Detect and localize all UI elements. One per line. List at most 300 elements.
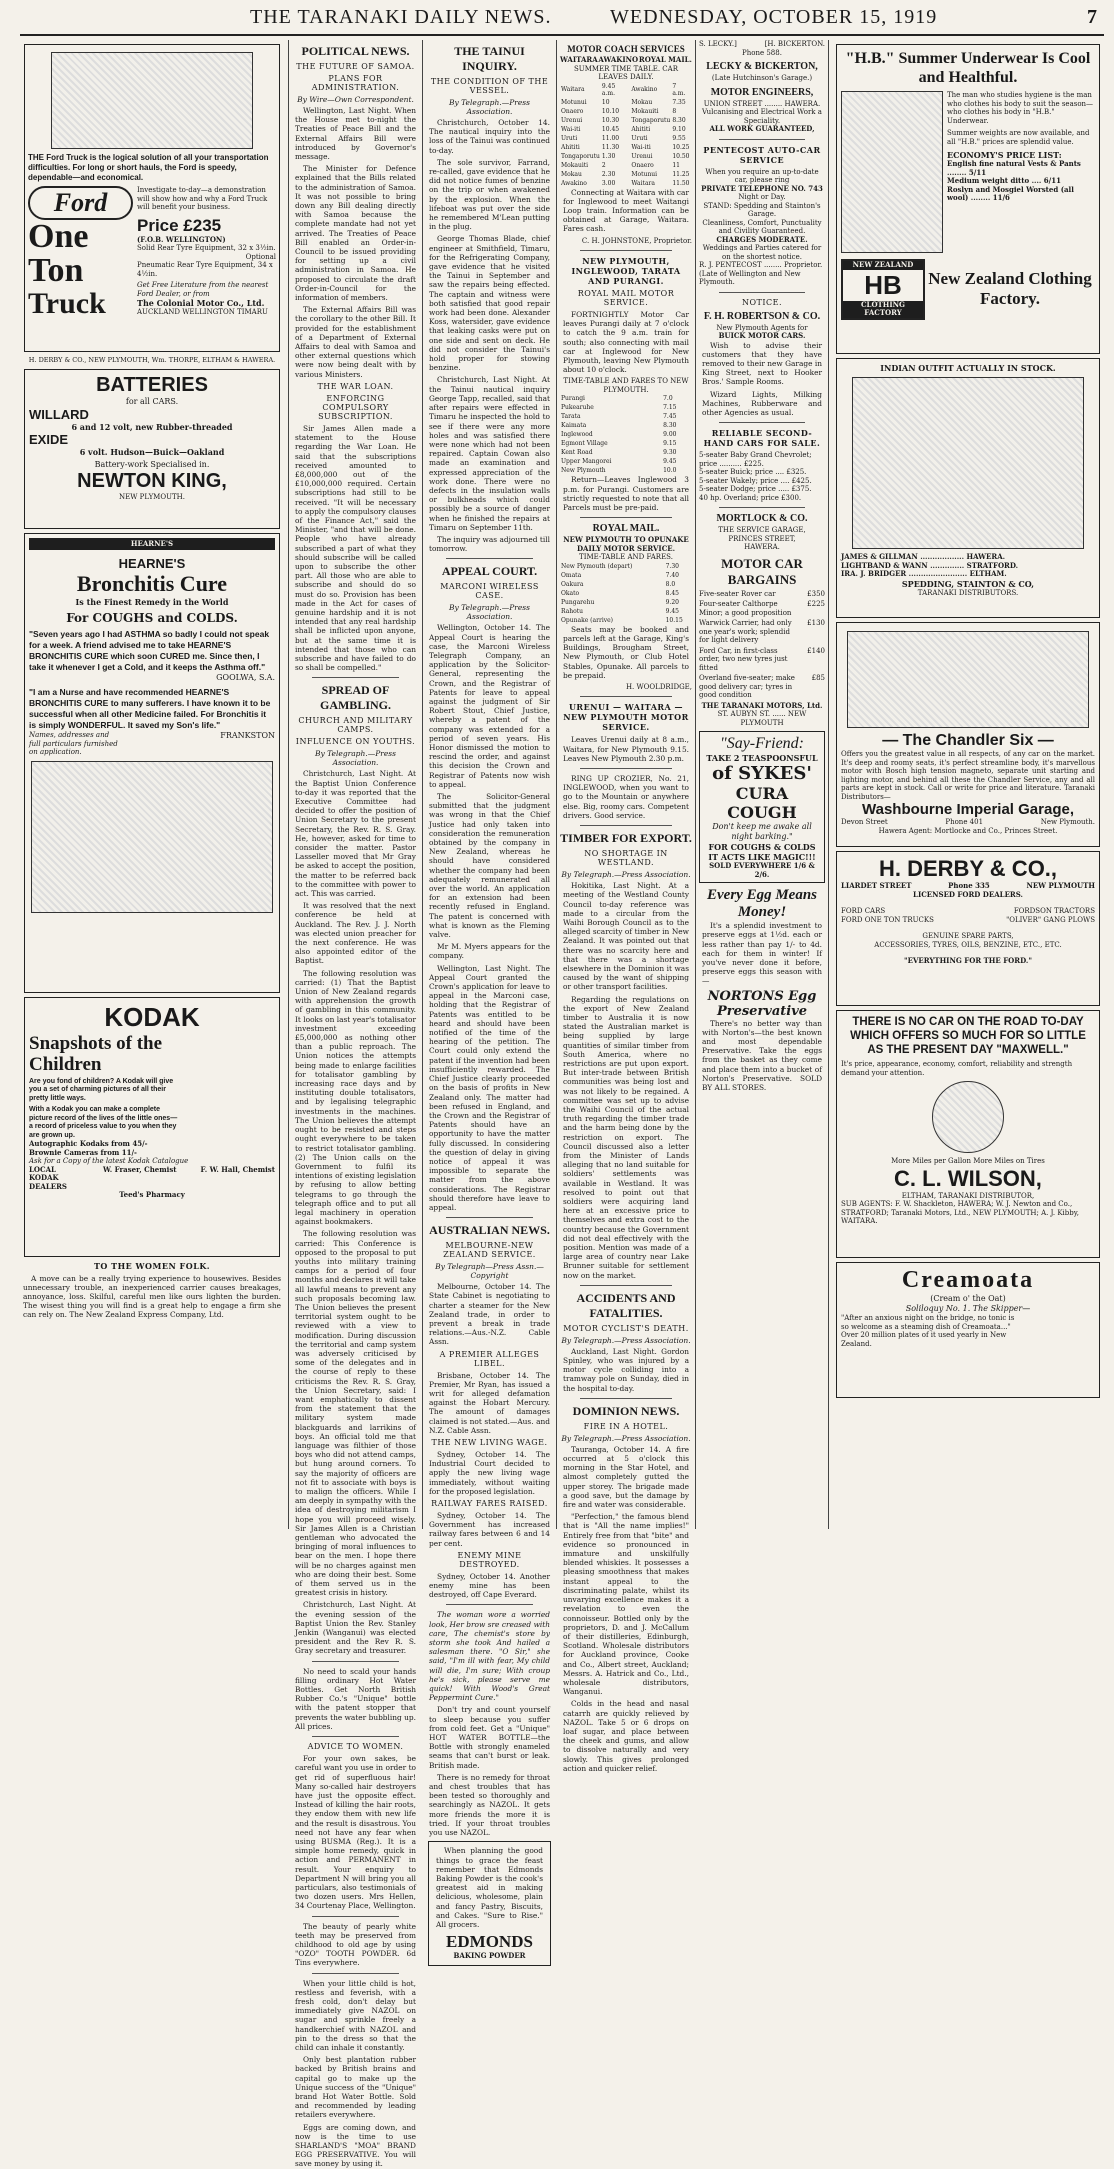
private-tel: PRIVATE TELEPHONE NO. 743 xyxy=(701,183,823,193)
derby-title: H. DERBY & CO., xyxy=(878,856,1058,881)
youths-sub: INFLUENCE ON YOUTHS. xyxy=(295,737,416,747)
article-paragraph: "Perfection," the famous blend that is "All the name implies!" Entirely free from that "bite" and evidence so pronounced in immature and unskilfully blended whiskies. It possesses a pleasing smoothness that makes instant appeal to the discriminating palate, whilst its unvarying excellence makes it a revelation to even the connoisseur. Bottled only by the proprietors, D. and J. McCallum of their distilleries, Edinburgh, Scotland. Wholesale distributors for Auckland province, Cooke and Co., Albert street, Auckland; Messrs. A. Hatrick and Co., Ltd., wholesale distributors, Wanganui. xyxy=(563,1512,689,1697)
advice-sub: ADVICE TO WOMEN. xyxy=(307,1742,404,1752)
batteries-ad xyxy=(24,369,280,529)
sykes: of SYKES' xyxy=(712,763,812,785)
new-plymouth: New Plymouth. xyxy=(1040,818,1095,826)
timetable-cell: 10.30 xyxy=(601,116,620,124)
taranaki-motors: THE TARANAKI MOTORS, Ltd. xyxy=(701,700,823,710)
article-paragraph: Wellington, Last Night. When the House met to-night the Treaties of Peace Bill and the External Affairs Bill were introduced by Governor's message. xyxy=(295,106,416,162)
spare-parts: GENUINE SPARE PARTS, xyxy=(922,932,1014,940)
article-paragraph: The inquiry was adjourned till tomorrow. xyxy=(429,534,550,554)
timetable-cell: Awakino xyxy=(561,179,587,187)
timetable-row xyxy=(560,589,692,598)
timber-sub: NO SHORTAGE IN WESTLAND. xyxy=(584,849,668,868)
article-paragraph: Tauranga, October 14. A fire occurred at 5 o'clock this morning in the Star Hotel, and almost completely gutted the upper storey. The brigade made a good save, but the damage by fire and water was considerable. xyxy=(563,1444,689,1510)
timetable-row xyxy=(560,161,692,170)
nz-clothing: New Zealand Clothing Factory. xyxy=(928,269,1092,309)
kodak-dealer-2: F. W. Hall, Chemist xyxy=(200,1164,275,1174)
ford-invest: Investigate to-day—a demonstration will show how and why a Ford Truck will benefit your business. xyxy=(137,186,268,211)
royal-mail: ROYAL MAIL. xyxy=(638,55,692,64)
hearnes-cure: Bronchitis Cure xyxy=(76,571,228,596)
timetable-row xyxy=(560,448,692,457)
timetable-cell: 7.45 xyxy=(663,413,677,421)
ford-solid: Solid Rear Tyre Equipment, 32 x 3½in. xyxy=(137,244,276,252)
car-item: 5-seater Dodge; price ..... £375. xyxy=(699,485,812,494)
article-paragraph: The beauty of pearly white teeth may be preserved from childhood to old age by using "OZO" TOOTH POWDER. 6d Tins everywhere. xyxy=(295,1921,416,1968)
timetable-cell: Inglewood xyxy=(561,431,593,439)
timetable-cell: Awakino xyxy=(631,86,658,93)
timetable-row xyxy=(560,82,692,98)
bargain-item: Four-seater Calthorpe Minor; a good proposition £225 xyxy=(699,600,825,617)
more-miles: More Miles per Gallon More Miles on Tires xyxy=(891,1157,1045,1165)
timetable-cell: 9.10 xyxy=(672,125,686,133)
hb-title: "H.B." Summer Underwear Is Cool and Healthful. xyxy=(845,50,1091,86)
say-friend: "Say-Friend: xyxy=(719,735,805,753)
ford-lead: THE Ford Truck is the logical solution of all your transportation difficulties. For long or short hauls, the Ford is speedy, dependable—and economical. xyxy=(28,153,269,182)
church-sub: CHURCH AND MILITARY CAMPS. xyxy=(298,716,413,735)
kodak-dealer-1: W. Fraser, Chemist xyxy=(102,1164,177,1174)
everything: "EVERYTHING FOR THE FORD." xyxy=(904,956,1032,965)
column-4 xyxy=(560,40,692,1773)
hearnes-illustration xyxy=(31,761,273,913)
fares-sub: RAILWAY FARES RAISED. xyxy=(431,1499,548,1508)
chandler-text: Offers you the greatest value in all respects, of any car on the market. It's deep and roomy seats, it's perfect streamline body, it's marvellous motor with Bosch high tension magneto, separate unit starting and lighting motor, and behind all these the Chandler Service, any and all parts are kept in stock. Call or write for price and literature. Taranaki Distributors— xyxy=(841,750,1095,801)
hearnes-sig-1: GOOLWA, S.A. xyxy=(216,673,275,682)
chandler-car xyxy=(847,631,1089,728)
stand: STAND: Spedding and Stainton's Garage. xyxy=(703,201,821,218)
women-head: TO THE WOMEN FOLK. xyxy=(93,1260,211,1271)
timetable-cell: Mokauiti xyxy=(631,107,659,115)
hearnes-brand: HEARNE'S xyxy=(118,556,186,571)
timetable-cell: Omata xyxy=(561,571,582,579)
timetable-row xyxy=(560,152,692,161)
timetable-row xyxy=(560,616,692,625)
buick-text: Wish to advise their customers that they have removed to their new Garage in King Street, next to Hooker Bros.' Sample Rooms. xyxy=(702,340,822,387)
kodak-ad xyxy=(24,997,280,1257)
timetable-row xyxy=(560,116,692,125)
clean: Cleanliness, Comfort, Punctuality and Civility Guaranteed. xyxy=(702,218,822,235)
ira-bridger: IRA. J. BRIDGER ........................ ELTHAM. xyxy=(841,569,1007,578)
np-agents: New Plymouth Agents for xyxy=(716,323,808,332)
timetable-cell: Pukearuhe xyxy=(561,404,594,412)
timetable-cell: 2 xyxy=(601,161,606,169)
nz-logo: NEW ZEALAND xyxy=(843,261,923,270)
byline-2: By Telegraph.—Press Association. xyxy=(315,749,396,768)
hearnes-banner: HEARNE'S xyxy=(29,538,275,551)
timetable-cell: Ahititi xyxy=(561,143,580,151)
article-paragraph: Melbourne, October 14. The State Cabinet is negotiating to charter a steamer for the New Zealand trade, in order to prevent a break in trade relations.—Aus.-N.Z. Cable Assn. xyxy=(429,1282,550,1347)
sub-agents: SUB AGENTS: F. W. Shackleton, HAWERA; W. J. Newton and Co., STRATFORD; Taranaki Motors, Ltd., NEW PLYMOUTH; A. J. Kibby, WAITARA. xyxy=(841,1200,1080,1225)
timetable-cell: 9.55 xyxy=(672,134,686,142)
reliable: RELIABLE SECOND-HAND CARS FOR SALE. xyxy=(703,428,821,449)
hearnes-names: Names, addresses and full particulars furnished on application. xyxy=(29,731,118,756)
connecting: Connecting at Waitara with car for Inglewood to meet Waitangi Loop train. Information can be obtained at Garage, Waitara. Fares cash. xyxy=(563,187,689,234)
page-number: 7 xyxy=(1087,6,1098,28)
james-gillman: JAMES & GILLMAN .................. HAWERA. xyxy=(841,552,1006,561)
kodak-dealer-3: Teed's Pharmacy xyxy=(119,1190,185,1199)
willard-brand: WILLARD xyxy=(29,406,89,422)
timetable-cell: 9.45 xyxy=(665,607,679,615)
article-paragraph: Only best plantation rubber backed by British brains and capital go to make up the Unique success of the "Unique" brand Hot Water Bottle. Sold and recommended by leading retailers everywhere. xyxy=(295,2055,416,2120)
devon-st: Devon Street xyxy=(841,818,888,826)
car-item: 40 hp. Overland; price £300. xyxy=(699,493,802,502)
masthead-title: THE TARANAKI DAILY NEWS. xyxy=(250,6,552,28)
timetable-cell: 7.35 xyxy=(672,98,686,106)
hearnes-for: For COUGHS and COLDS. xyxy=(66,611,238,625)
baking-powder: BAKING POWDER xyxy=(453,1951,526,1961)
egg-text: It's a splendid investment to preserve eggs at 1½d. each or less rather than pay 1/- to 4d. each for them in winter! If you've never done it before, preserve eggs this season with— xyxy=(702,921,822,986)
vulcanising: Vulcanising and Electrical Work a Speciality. xyxy=(702,108,822,125)
timetable-row xyxy=(560,571,692,580)
battery-spec: Battery-work Specialised in. xyxy=(94,459,210,469)
timetable-cell: 10.15 xyxy=(665,616,683,624)
marconi-sub: MARCONI WIRELESS CASE. xyxy=(440,582,539,601)
kodak-local: LOCAL KODAK DEALERS xyxy=(29,1164,67,1191)
timetable-cell: Tongaporutu xyxy=(561,152,600,160)
price-1: English fine natural Vests & Pants ........ 5/11 xyxy=(947,159,1081,177)
accessories: ACCESSORIES, TYRES, OILS, BENZINE, ETC., ETC. xyxy=(874,940,1062,949)
service-garage: THE SERVICE GARAGE, xyxy=(718,526,806,535)
kodak-ask: Ask for a Copy of the latest Kodak Catalogue xyxy=(29,1157,189,1165)
timetable-cell: 11.50 xyxy=(672,179,690,187)
chandler-ad xyxy=(836,622,1100,847)
kodak-t1: Are you fond of children? A Kodak will give you a set of charming pictures of all their pretty little ways. xyxy=(29,1077,174,1102)
maxwell-logo xyxy=(932,1081,1004,1153)
nortons-text: There's no better way than with Norton's—the best known and most dependable Preservative. Take the eggs from the basket as they come and place them into a bucket of Norton's Preservative. SOLD BY ALL STORES. xyxy=(702,1018,822,1092)
timetable-cell: Uruti xyxy=(631,134,648,142)
np-2: NEW PLYMOUTH xyxy=(1026,881,1095,890)
fire-sub: FIRE IN A HOTEL. xyxy=(583,1421,669,1431)
accidents-head: ACCIDENTS AND FATALITIES. xyxy=(576,1290,676,1320)
timetable-cell: Waitara xyxy=(631,179,655,187)
timetable-cell: 10.25 xyxy=(672,143,690,151)
ford-dealers: H. DERBY & CO., NEW PLYMOUTH, Wm. THORPE, ELTHAM & HAWERA. xyxy=(28,356,276,364)
article-paragraph: Christchurch, October 14. The nautical inquiry into the loss of the Tainui was continued to-day. xyxy=(429,118,550,155)
cf-logo: CLOTHING FACTORY xyxy=(843,301,923,318)
timetable-row xyxy=(560,562,692,571)
price-2: Medium weight ditto .... 6/11 xyxy=(947,176,1061,185)
timetable-cell: Tongaporutu xyxy=(631,116,671,124)
women-text: A move can be a really trying experience to housewives. Besides unnecessary trouble, an inexperienced carrier causes breakages, annoyance, loss. Skilful, careful men like ours lighten the burden. The wisest thing you will find is a great help to engage a firm she can rely on. The New Zealand Express Company, Ltd. xyxy=(23,1273,281,1320)
rmms: ROYAL MAIL MOTOR SERVICE. xyxy=(577,289,675,308)
peppermint-poem: The woman wore a worried look, Her brow sre creased with care, The chemist's store by storm she took And hailed a salesman there. "O Sir," she said, "I'm ill with fear, My child will die, I'm sure; With croup he's sick, please serve me quick! With Wood's Great Peppermint Cure." xyxy=(429,1610,550,1703)
byline-1: By Wire—Own Correspondent. xyxy=(297,95,414,104)
hearnes-quote-2: "I am a Nurse and have recommended HEARNE'S BRONCHITIS CURE to many sufferers. I have known it to be successful when all other Medicine failed. For Bronchitis it is simply WONDERFUL. It saved my Son's life." xyxy=(29,687,271,730)
ford-lit: Get Free Literature from the nearest Ford Dealer, or from xyxy=(137,281,269,298)
hb-ad xyxy=(836,44,1100,354)
ford-cars: FORD CARS xyxy=(841,907,886,915)
lecky-bickerton: LECKY & BICKERTON, xyxy=(706,61,818,72)
byline: By Telegraph—Press Assn.—Copyright xyxy=(435,1262,544,1281)
bargain-item: Five-seater Rover car £350 xyxy=(699,589,825,598)
eltham: ELTHAM, TARANAKI DISTRIBUTOR, xyxy=(901,1191,1035,1200)
timetable-row xyxy=(560,607,692,616)
timetable-cell: Rahotu xyxy=(561,607,583,615)
pentecost-text: When you require an up-to-date car, please ring xyxy=(705,167,819,184)
timetable-2 xyxy=(560,394,692,475)
timetable-row xyxy=(560,439,692,448)
kodak-snap: Snapshots of the Children xyxy=(29,1032,163,1075)
lightband: LIGHTBAND & WANN .............. STRATFORD. xyxy=(841,560,1019,570)
urenui-text: Leaves Urenui daily at 8 a.m., Waitara, for New Plymouth 9.15. Leaves New Plymouth 2.30 p.m. xyxy=(563,735,689,763)
timetable-cell: 11.25 xyxy=(672,170,690,178)
article-paragraph: The following resolution was carried: (1) That the Baptist Union of New Zealand regards with apprehension the growth of gambling in this community. It looks on last year's totalisator investment exceeding £5,000,000 as nothing other than a public reproach. The Union notices the attempts being made to enlarge facilities for totalisator gambling by increasing race days and by instituting double totalisators, and by legalising telegraphic investments in the machines. The Union believes the attempt ought to be resisted and steps ought everywhere to be taken to restrict totalisator gambling. (2) The Union calls on the Government to fulfil its intentions of existing legislation by refusing to allow betting telegrams to go through the telegraph office and to put all legal machinery in operation against bookmakers. xyxy=(295,968,416,1227)
creamoata-text: "After an anxious night on the bridge, no tonic is so welcome as a steaming dish of Creamoata..." Over 20 million plates of it used yearly in New Zealand. xyxy=(841,1314,1015,1348)
byline: By Telegraph.—Press Association. xyxy=(561,870,691,880)
byline: By Telegraph.—Press Association. xyxy=(449,98,530,116)
timetable-cell: 9.30 xyxy=(663,449,677,457)
article-paragraph: Brisbane, October 14. The Premier, Mr Ryan, has issued a writ for alleged defamation against the Hobart Mercury. The amount of damages claimed is not stated.—Aus. and N.Z. Cable Assn. xyxy=(429,1370,550,1435)
timetable-cell: 10.0 xyxy=(663,467,677,475)
truck-text: Truck xyxy=(28,287,106,320)
wage-sub: THE NEW LIVING WAGE. xyxy=(431,1437,548,1447)
timetable-row xyxy=(560,412,692,421)
sold-everywhere: SOLD EVERYWHERE 1/6 & 2/6. xyxy=(709,861,815,879)
union-st: UNION STREET ........ HAWERA. xyxy=(703,99,821,108)
column-5 xyxy=(699,40,825,1529)
article-paragraph: Regarding the regulations on the export of New Zealand timber to Australia it is now stated the Australian market is being supplied by large quantities of similar timber from South America, where no restrictions are put upon export. But inter-trade between British communities was being lost and was not likely to be regained. A committee was set up to advise the Waihi Council of the actual truth regarding the timber trade and the harm being done by the restriction on export. The Council discussed also a letter from the Minister of Lands alleging that no land suitable for soldiers' settlements was available in Westland. It was resolved to point out that soldiers were acquiring land here at an excessive price to themselves and extra cost to the country because the Government did not deal effectively with the position. Mention was made of a large area of country near Lake Brunner suitable for settlement now on the market. xyxy=(563,994,689,1280)
timetable-cell: 8 xyxy=(672,107,677,115)
melbourne-sub: MELBOURNE-NEW ZEALAND SERVICE. xyxy=(443,1241,536,1260)
ford-cities: AUCKLAND WELLINGTON TIMARU xyxy=(137,308,268,316)
timetable-cell: 7.15 xyxy=(663,404,677,412)
ford-co: The Colonial Motor Co., Ltd. xyxy=(137,298,265,308)
dominion-head: DOMINION NEWS. xyxy=(572,1403,680,1418)
charges: CHARGES MODERATE. xyxy=(716,234,808,244)
fortnightly: FORTNIGHTLY Motor Car leaves Purangi daily at 7 o'clock to catch the 9 a.m. train for south; also connecting with mail car at Inglewood for New Plymouth, leaving New Plymouth about 10 o'clock. xyxy=(563,310,689,375)
article-paragraph: Sydney, October 14. The Government has increased railway fares between 6 and 14 per cent. xyxy=(429,1511,550,1548)
kodak-t2: With a Kodak you can make a complete picture record of the lives of the little ones—a record of priceless value to you when they are grown up. xyxy=(29,1106,178,1139)
hearnes-finest: Is the Finest Remedy in the World xyxy=(75,597,229,607)
timetable-cell: 7.30 xyxy=(665,562,679,570)
timetable-row xyxy=(560,403,692,412)
timetable-cell: 7.0 xyxy=(663,395,673,403)
oliver: "OLIVER" GANG PLOWS xyxy=(1006,915,1095,924)
ford-fob: (F.O.B. WELLINGTON) xyxy=(137,234,226,244)
bickerton-name: [H. BICKERTON. xyxy=(764,40,825,48)
timetable-cell: Upper Mangorei xyxy=(561,458,612,466)
timetable-row xyxy=(560,580,692,589)
indian-title: INDIAN OUTFIT ACTUALLY IN STOCK. xyxy=(880,363,1056,373)
article-paragraph: When your little child is hot, restless and feverish, with a fresh cold, don't delay but immediately give NAZOL on sugar and sprinkle freely a handkerchief with NAZOL and pin to the dress so that the child can inhale it constantly. xyxy=(295,1978,416,2052)
column-1 xyxy=(20,40,284,1529)
indian-motorcycle xyxy=(852,377,1084,549)
car-item: 5-seater Wakely; price .... £425. xyxy=(699,476,812,485)
timetable-cell: 1.30 xyxy=(601,152,616,160)
timetable-cell: 11.00 xyxy=(601,134,620,142)
article-paragraph: No need to scald your hands filling ordinary Hot Water Bottles. Get North British Rubber Co.'s "Unique" bottle with the patent stopper that prevents the water bubbling up. All prices. xyxy=(295,1666,416,1731)
timetable-3 xyxy=(560,562,692,625)
maxwell-ad xyxy=(836,1010,1100,1258)
liardet: LIARDET STREET xyxy=(841,881,912,890)
timetable-cell: Purangi xyxy=(561,395,585,403)
motor-engineers: MOTOR ENGINEERS, xyxy=(710,86,814,98)
sykes-ad xyxy=(699,731,825,883)
car-item: 5-seater Buick; price .... £325. xyxy=(699,468,807,477)
timetable-cell: Motunui xyxy=(631,170,658,178)
plans-sub: PLANS FOR ADMINISTRATION. xyxy=(311,74,400,92)
article-paragraph: Christchurch, Last Night. At the Baptist Union Conference to-day it was reported that the Executive Committee had decided to offer the position of Union Secretary to the present Secretary, the Rev. R. S. Gray. He, however, asked for time to consider the matter. Pastor Lasseller moved that Mr Gray be asked to accept the position, the matter to be referred back to the committee with power to act. This was carried. xyxy=(295,769,416,899)
bargains-list xyxy=(699,590,825,700)
timetable-row xyxy=(560,125,692,134)
chandler-title: — The Chandler Six — xyxy=(882,732,1054,749)
wizard: Wizard Lights, Milking Machines, Rubberware and other Agencies as usual. xyxy=(702,389,822,417)
timetable-cell: 10.10 xyxy=(601,107,620,115)
batteries-sub: for all CARS. xyxy=(125,396,179,406)
mortlock: MORTLOCK & CO. xyxy=(716,513,808,525)
timetable-cell: Pungarehu xyxy=(561,598,595,606)
article-paragraph: Wellington, Last Night. The Appeal Court granted the Crown's application for leave to appeal in the Marconi case, holding that the Registrar of Patents was entitled to be heard and should have been notified of the time of the hearing of the petition. The Court could only extend the patent if the invention had been insufficiently rewarded. The Chief Justice clearly proceeded on the basis of profits in New Zealand only. The matter had been refused in England, and the Crown and the Registrar of Patents should have an opportunity to have the matter fully discussed. In considering the question of delay in giving notice of appeal it was impossible to separate the matter from the above considerations. The Registrar should therefore have leave to appeal. xyxy=(429,963,550,1212)
ford-truck-illustration xyxy=(51,52,253,149)
timetable-cell: Urenui xyxy=(631,152,653,160)
phone-335: Phone 335 xyxy=(948,881,990,890)
batteries-title: BATTERIES xyxy=(96,373,208,396)
urenui: URENUI — WAITARA — NEW PLYMOUTH MOTOR SERVICE. xyxy=(563,702,689,733)
ring-crozier: RING UP CROZIER, No. 21, INGLEWOOD, when you want to go to the Mountain or anywhere else. Big, roomy cars. Competent drivers. Good service. xyxy=(563,774,689,820)
princes-st: PRINCES STREET, xyxy=(728,534,796,543)
war-loan-sub: THE WAR LOAN. xyxy=(317,381,394,391)
exide-brand: EXIDE xyxy=(29,431,69,447)
timetable-cell: 8.30 xyxy=(672,116,686,124)
timetable-cell: Onaero xyxy=(631,161,654,169)
indian-ad xyxy=(836,358,1100,618)
article-paragraph: Christchurch, Last Night. At the evening session of the Baptist Union the Rev. Stanley Jenkin (Wanganui) was elected president and the Rev R. S. Gray secretary and treasurer. xyxy=(295,1600,416,1656)
article-paragraph: The External Affairs Bill was the corollary to the other Bill. It provided for the establishment of a Department of External Affairs to deal with Samoa and other external questions which were now being dealt with by various Ministers. xyxy=(295,305,416,379)
bargain-item: Overland five-seater; make good delivery car; tyres in good condition £85 xyxy=(699,674,825,700)
taranaki-dist: TARANAKI DISTRIBUTORS. xyxy=(917,588,1019,597)
cream-oat: (Cream o' the Oat) xyxy=(930,1294,1006,1303)
hearnes-quote-1: "Seven years ago I had ASTHMA so badly I could not speak for a week. A friend advised me to take HEARNE'S BRONCHITIS CURE which soon CURED me. Since then, I take it whenever I get a Cold, and it keeps the Asthma off." xyxy=(29,629,270,672)
article-paragraph: The following resolution was carried: This Conference is opposed to the proposal to put youths into military training camps for a period of four months and declares it will take all lawful means to prevent any such proposals becoming law. The Union believes the present territorial system ought to be reviewed with a view to modification. During discussion the territorial and camp system was adversely criticised by some of the delegates and in the course of reply to these criticisms the Rev. R. S. Gray, the Union Secretary, said: I want emphatically to dissent from the statement that the military system made blackguards and larrikins of boys. An official told me that language was filthier of those boys who did not attend camps, but hung around corners. To say the majority of officers are not fit to associate with boys is to malign the officers. While I am deeply in sympathy with the idea of destroying militarism I hope you will proceed wisely. Sir James Allen is a Christian gentleman who advocated the bringing of moral influences to bear on the men. I hope there will be no charges against men who are doing their best. Some of them served us in the greatest crisis in history. xyxy=(295,1229,416,1598)
timetable-cell: 11.30 xyxy=(601,143,620,151)
derby-ad xyxy=(836,851,1100,1006)
timetable-cell: Wai-iti xyxy=(561,125,581,133)
edmonds-text: When planning the good things to grace the feast remember that Edmonds Baking Powder is the cook's greatest aid in making delicious, wholesome, plain and fancy Pastry, Biscuits, and Cakes. "Sure to Rise." All grocers. xyxy=(436,1846,543,1929)
maxwell-title: THERE IS NO CAR ON THE ROAD TO-DAY WHICH OFFERS SO MUCH FOR SO LITTLE AS THE PRESENT DAY "MAXWELL." xyxy=(850,1016,1086,1056)
article-paragraph: For your own sakes, be careful want you use in order to get rid of superfluous hair! Many so-called hair destroyers have just the opposite effect. Instead of killing the hair roots, they endow them with new life and the result is disastrous. You need not have any fear when using BUSMA (Reg.). It is a simple home remedy, quick in action and PERMANENT in result. Your enquiry to Department N will bring you all particulars, also testimonials of two dozen users. Mrs Hellen, 34 Courtenay Place, Wellington. xyxy=(295,1754,416,1911)
article-paragraph: Wellington, October 14. The Appeal Court is hearing the case, the Marconi Wireless Telegraph Company, an application by the Solicitor-General, representing the Crown, and the Registrar of Patents for leave to appeal against the judgment of Sir Robert Stout, Chief Justice, whereby a patent of the company was extended for a period of seven years. His Honor dismissed the motion to rescind the order, and against this decision the Crown and Registrar of Patents now wish to appeal. xyxy=(429,623,550,789)
hearnes-ad xyxy=(24,533,280,993)
appeal-head: APPEAL COURT. xyxy=(441,564,538,579)
timetable-cell: Mokau xyxy=(561,170,582,178)
lecky-name: S. LECKY.] xyxy=(699,40,737,48)
night-day: Night or Day. xyxy=(738,193,786,201)
hb-illustration xyxy=(841,91,943,253)
libel-sub: A PREMIER ALLEGES LIBEL. xyxy=(439,1349,540,1368)
tainui-head: THE TAINUI INQUIRY. xyxy=(454,44,525,73)
kodak-t3: Autographic Kodaks from 45/- xyxy=(29,1139,148,1148)
article-paragraph: The Minister for Defence explained that the Bills related to the administration of Samoa. It was not possible to bring down any Bill dealing directly with Samoa because the complete mandate had not yet arrived. The Treaties of Peace Bill enabled an Order-in-Council to be issued providing for setting up a civil administration in Samoa. He proposed to circulate the draft Order-in-Council for the information of members. xyxy=(295,164,416,303)
ford-logo: Ford xyxy=(28,186,133,220)
washbourne: Washbourne Imperial Garage, xyxy=(862,801,1074,818)
creamoata-ad xyxy=(836,1262,1100,1398)
timetable-cell: Motunui xyxy=(561,98,587,106)
timetable-cell: Opunake (arrive) xyxy=(561,616,614,624)
hb-logo: HB xyxy=(864,269,902,300)
timetable-cell: Egmont Village xyxy=(561,440,608,448)
ford-price: Price £235 xyxy=(137,215,222,235)
timetable-cell: 8.30 xyxy=(663,422,677,430)
creamoata: Creamoata xyxy=(901,1267,1035,1293)
gambling-head: SPREAD OF GAMBLING. xyxy=(319,683,391,713)
acts-like-magic: IT ACTS LIKE MAGIC!!! xyxy=(708,852,816,863)
timetable-cell: Mokauiti xyxy=(561,161,589,169)
masthead xyxy=(20,6,1104,30)
timetable-row xyxy=(560,107,692,116)
np-inglewood: NEW PLYMOUTH, INGLEWOOD, TARATA AND PURANGI. xyxy=(571,256,681,287)
vessel-sub: THE CONDITION OF THE VESSEL. xyxy=(430,77,549,95)
article-paragraph: Hokitika, Last Night. At a meeting of the Westland County Council to-day reference was made to a circular from the Waihi Borough Council as to the alleged scarcity of timber in New Zealand. It was pointed out that there was no scarcity here and that there was a shortage elsewhere in the Dominion it was caused by the want of shipping or other transport facilities. xyxy=(563,881,689,992)
article-paragraph: Don't try and count yourself to sleep because you suffer from cold feet. Get a "Unique" HOT WATER BOTTLE—the Bottle with strongly enameled seams that can't burst or leak. British made. xyxy=(429,1705,550,1770)
for-coughs: FOR COUGHS & COLDS xyxy=(708,842,816,853)
newton-place: NEW PLYMOUTH. xyxy=(119,492,185,501)
timetable-cell: Ahititi xyxy=(631,125,651,133)
timetable-cell: 2.30 xyxy=(601,170,616,178)
timetable-cell: 3.00 xyxy=(601,179,616,187)
edmonds-ad xyxy=(428,1841,551,1965)
timber-head: TIMBER FOR EXPORT. xyxy=(560,831,692,846)
weddings: Weddings and Parties catered for on the shortest notice. xyxy=(702,244,822,261)
phone-401: Phone 401 xyxy=(945,818,984,826)
timetable-cell: Mokau xyxy=(631,98,653,106)
proprietor-2: H. WOOLDRIDGE, xyxy=(625,682,692,691)
buick: BUICK MOTOR CARS. xyxy=(718,331,806,340)
phone: Phone 588. xyxy=(742,48,782,57)
article-paragraph: It was resolved that the next conference be held at Auckland. The Rev. J. J. North was elected union preacher for the next conference. He was also appointed editor of the Baptist. xyxy=(295,901,416,966)
timetable-cell: Kent Road xyxy=(561,449,593,457)
timetable-cell: 10 xyxy=(601,98,610,106)
enforcing-sub: ENFORCING COMPULSORY SUBSCRIPTION. xyxy=(318,393,393,421)
take: TAKE 2 TEASPOONSFUL xyxy=(706,753,818,764)
timetable-cell: 8.0 xyxy=(665,580,676,588)
timetable-row xyxy=(560,143,692,152)
fordson: FORDSON TRACTORS xyxy=(1013,907,1095,915)
spedding: SPEDDING, STAINTON & CO, xyxy=(901,578,1035,589)
hb-text-2: Summer weights are now available, and all "H.B." prices are splendid value. xyxy=(947,129,1090,146)
timetable-cell: 11 xyxy=(672,161,680,169)
article-paragraph: There is no remedy for throat and chest troubles that has been tested so thoroughly and searchingly as NAZOL. It gets more friends the more it is tried. If your throat troubles you use NAZOL. xyxy=(429,1772,550,1838)
motor-coach-head: MOTOR COACH SERVICES xyxy=(567,44,685,54)
column-2 xyxy=(292,40,419,2169)
kodak-t4: Brownie Cameras from 11/- xyxy=(29,1147,137,1157)
bargain-item: Ford Car, in first-class order, two new tyres just fitted £140 xyxy=(699,646,825,672)
article-paragraph: George Thomas Blade, chief engineer at Smithfield, Timaru, for the Refrigerating Company, gave evidence that he visited the Tainui in September and saw the repairs being effected. The captain and witness were both satisfied that good repair work had been done. Alexander Koss, watersider, gave evidence that leaking casks were put on one side and sent on deck. He did not consider the Tainui's hold proper for stowing benzine. xyxy=(429,234,550,373)
late: (Late of Wellington and New Plymouth. xyxy=(699,269,801,286)
timetable-cell: Waitara xyxy=(561,86,585,93)
timetable-row xyxy=(560,457,692,466)
timetable-cell: 9.45 xyxy=(663,458,677,466)
st-aubyn: ST. AUBYN ST. ...... NEW PLYMOUTH xyxy=(717,710,807,727)
timetable-row xyxy=(560,394,692,403)
newton-king: NEWTON KING, xyxy=(77,469,227,492)
article-paragraph: Eggs are coming down, and now is the time to use SHARLAND'S "MOA" BRAND EGG PRESERVATIVE. You will save money by using it. xyxy=(295,2122,416,2169)
cars-list xyxy=(699,451,825,502)
timetable-cell: Urenui xyxy=(561,116,583,124)
timetable-cell: Uruti xyxy=(561,134,578,142)
byline: By Telegraph.—Press Association. xyxy=(449,603,530,622)
notice: NOTICE. xyxy=(741,297,783,307)
timetable-1 xyxy=(560,82,692,188)
timetable-row xyxy=(560,179,692,188)
nortons: NORTONS Egg Preservative xyxy=(707,988,817,1019)
article-paragraph: Sydney, October 14. Another enemy mine has been destroyed, off Cape Everard. xyxy=(429,1571,550,1600)
seats: Seats may be booked and parcels left at the Garage, King's Buildings, Brougham Street, New Plymouth, or Club Hotel Stables, Opunake. All parcels to be prepaid. xyxy=(563,624,689,680)
economy-list: ECONOMY'S PRICE LIST: xyxy=(947,150,1062,160)
lecky-sub: (Late Hutchinson's Garage.) xyxy=(711,74,813,82)
rm-sub: NEW PLYMOUTH TO OPUNAKE DAILY MOTOR SERVICE. xyxy=(563,535,689,553)
willard-text: 6 and 12 volt, new Rubber-threaded xyxy=(71,421,233,432)
